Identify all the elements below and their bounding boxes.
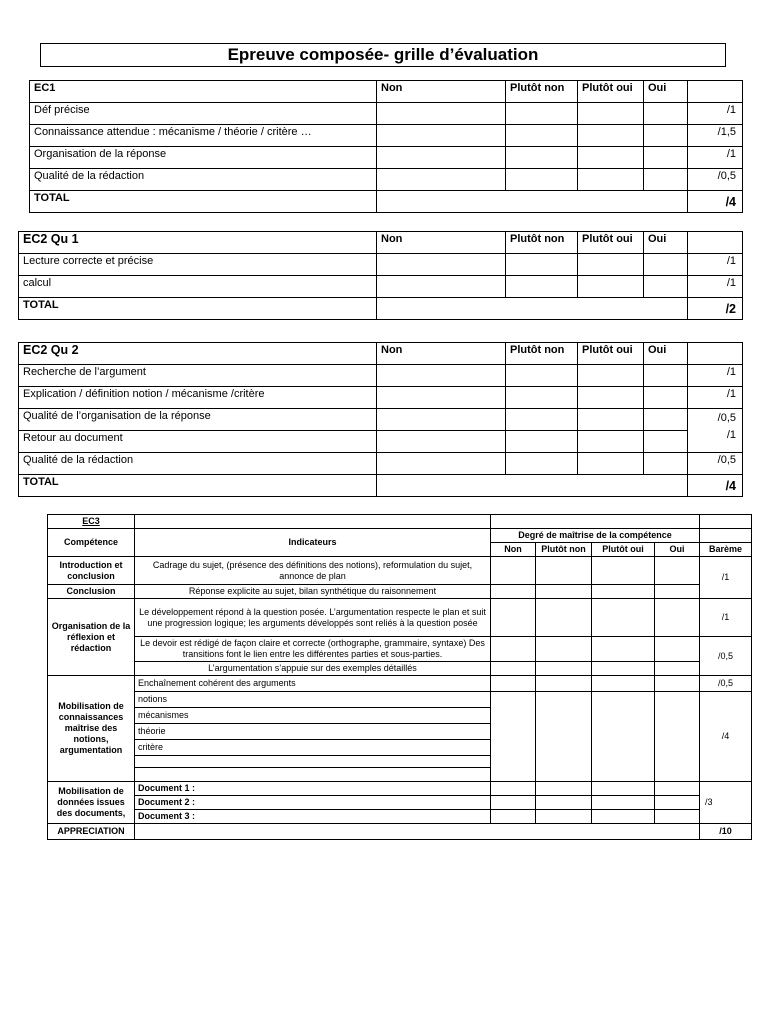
indicator-critere: critère (135, 740, 491, 756)
blank-cell (135, 515, 491, 529)
criterion-label: Recherche de l’argument (19, 365, 377, 387)
total-label: TOTAL (30, 191, 377, 213)
check-oui[interactable] (655, 796, 700, 810)
indicator-organisation-2: Le devoir est rédigé de façon claire et correcte (orthographe, grammaire, syntaxe) Des transitions font le lien entre les différentes parties et sous-parties. (135, 637, 491, 662)
appreciation-field[interactable] (135, 824, 700, 840)
check-plutot-non[interactable] (506, 147, 578, 169)
blank-cell (491, 515, 700, 529)
check-plutot-non[interactable] (536, 585, 592, 599)
check-plutot-oui[interactable] (578, 103, 644, 125)
check-plutot-non[interactable] (536, 676, 592, 692)
check-oui[interactable] (644, 365, 688, 387)
check-plutot-oui[interactable] (578, 125, 644, 147)
indicator-organisation-3: L’argumentation s’appuie sur des exemples détaillés (135, 662, 491, 676)
check-plutot-oui[interactable] (578, 365, 644, 387)
check-oui[interactable] (655, 637, 700, 662)
ec3-grid (47, 514, 752, 840)
indicator-blank[interactable] (135, 756, 491, 768)
check-non[interactable] (377, 125, 506, 147)
check-non[interactable] (491, 692, 536, 782)
total-field[interactable] (377, 191, 688, 213)
competence-introduction: Introduction et conclusion (48, 557, 135, 585)
ec2q1-heading: EC2 Qu 1 (19, 232, 377, 254)
criterion-label: Qualité de la rédaction (19, 453, 377, 475)
check-plutot-oui[interactable] (578, 387, 644, 409)
col-indicateurs: Indicateurs (135, 529, 491, 557)
check-oui[interactable] (644, 387, 688, 409)
check-plutot-oui[interactable] (592, 662, 655, 676)
bareme-intro: /1 (700, 557, 752, 599)
indicator-enchainement: Enchaînement cohérent des arguments (135, 676, 491, 692)
check-plutot-non[interactable] (536, 557, 592, 585)
check-plutot-oui[interactable] (578, 254, 644, 276)
check-plutot-non[interactable] (536, 810, 592, 824)
criterion-label: calcul (19, 276, 377, 298)
level-non: Non (377, 232, 506, 254)
check-plutot-non[interactable] (506, 453, 578, 475)
check-non[interactable] (377, 365, 506, 387)
indicator-conclusion: Réponse explicite au sujet, bilan synthétique du raisonnement (135, 585, 491, 599)
criterion-points: /1 (688, 103, 743, 125)
level-non: Non (377, 343, 506, 365)
check-oui[interactable] (655, 585, 700, 599)
check-non[interactable] (377, 453, 506, 475)
criterion-label: Explication / définition notion / mécanisme /critère (19, 387, 377, 409)
check-non[interactable] (377, 387, 506, 409)
level-plutot-non: Plutôt non (506, 343, 578, 365)
check-plutot-oui[interactable] (592, 557, 655, 585)
level-plutot-oui: Plutôt oui (578, 343, 644, 365)
level-oui: Oui (655, 543, 700, 557)
criterion-label: Organisation de la réponse (30, 147, 377, 169)
criterion-label: Déf précise (30, 103, 377, 125)
check-oui[interactable] (655, 692, 700, 782)
ec2q1-grid (18, 231, 743, 320)
check-plutot-oui[interactable] (592, 676, 655, 692)
total-points: /2 (688, 298, 743, 320)
indicator-mecanismes: mécanismes (135, 708, 491, 724)
bareme-connaissances: /4 (700, 692, 752, 782)
criterion-points: /1 (688, 254, 743, 276)
bareme-organisation-1: /1 (700, 599, 752, 637)
criterion-label: Qualité de la rédaction (30, 169, 377, 191)
check-plutot-oui[interactable] (592, 692, 655, 782)
check-oui[interactable] (655, 557, 700, 585)
blank-cell (700, 515, 752, 529)
check-plutot-non[interactable] (536, 662, 592, 676)
check-non[interactable] (377, 276, 506, 298)
check-plutot-oui[interactable] (592, 782, 655, 796)
level-plutot-oui: Plutôt oui (592, 543, 655, 557)
check-non[interactable] (377, 431, 506, 453)
check-plutot-oui[interactable] (592, 637, 655, 662)
level-non: Non (491, 543, 536, 557)
criterion-points: /1 (688, 365, 743, 387)
criterion-points: /0,5 (688, 453, 743, 475)
total-points: /4 (688, 191, 743, 213)
check-non[interactable] (491, 662, 536, 676)
check-oui[interactable] (655, 662, 700, 676)
check-plutot-oui[interactable] (578, 147, 644, 169)
criterion-points: /1 (688, 387, 743, 409)
check-plutot-non[interactable] (506, 387, 578, 409)
check-oui[interactable] (644, 431, 688, 453)
points-header (688, 232, 743, 254)
level-oui: Oui (644, 343, 688, 365)
criterion-points: /1 (688, 276, 743, 298)
col-competence: Compétence (48, 529, 135, 557)
check-plutot-oui[interactable] (578, 431, 644, 453)
check-plutot-oui[interactable] (578, 276, 644, 298)
check-non[interactable] (491, 810, 536, 824)
check-plutot-non[interactable] (536, 782, 592, 796)
competence-organisation: Organisation de la réflexion et rédaction (48, 599, 135, 676)
check-non[interactable] (491, 676, 536, 692)
check-oui[interactable] (644, 147, 688, 169)
bareme-documents: /3 (700, 782, 752, 824)
competence-mobilisation: Mobilisation de connaissances maîtrise des notions, argumentation (48, 676, 135, 782)
check-plutot-oui[interactable] (592, 796, 655, 810)
check-oui[interactable] (644, 103, 688, 125)
check-plutot-non[interactable] (536, 692, 592, 782)
check-plutot-non[interactable] (536, 599, 592, 637)
total-label: TOTAL (19, 475, 377, 497)
check-plutot-non[interactable] (506, 125, 578, 147)
level-plutot-non: Plutôt non (536, 543, 592, 557)
col-bareme: Barème (700, 543, 752, 557)
check-non[interactable] (491, 599, 536, 637)
check-plutot-non[interactable] (506, 365, 578, 387)
check-plutot-non[interactable] (536, 796, 592, 810)
criterion-points: /1 (726, 429, 736, 441)
document-2: Document 2 : (135, 796, 491, 810)
check-oui[interactable] (655, 599, 700, 637)
points-header (688, 81, 743, 103)
criterion-points: /1,5 (688, 125, 743, 147)
criterion-label: Connaissance attendue : mécanisme / théorie / critère … (30, 125, 377, 147)
check-non[interactable] (491, 585, 536, 599)
check-plutot-oui[interactable] (592, 810, 655, 824)
check-non[interactable] (491, 796, 536, 810)
total-field[interactable] (377, 298, 688, 320)
criterion-label: Retour au document (19, 431, 377, 453)
check-plutot-non[interactable] (506, 409, 578, 431)
appreciation-points: /10 (700, 824, 752, 840)
check-non[interactable] (377, 409, 506, 431)
criterion-label: Qualité de l’organisation de la réponse (19, 409, 377, 431)
indicator-notions: notions (135, 692, 491, 708)
indicator-blank[interactable] (135, 768, 491, 782)
check-plutot-oui[interactable] (592, 599, 655, 637)
indicator-theorie: théorie (135, 724, 491, 740)
total-label: TOTAL (19, 298, 377, 320)
document-1: Document 1 : (135, 782, 491, 796)
bareme-organisation-2: /0,5 (700, 637, 752, 676)
criterion-points: /1 (688, 147, 743, 169)
check-oui[interactable] (644, 453, 688, 475)
check-plutot-non[interactable] (506, 169, 578, 191)
total-field[interactable] (377, 475, 688, 497)
level-oui: Oui (644, 232, 688, 254)
criterion-points: /0,5 (717, 412, 736, 424)
check-plutot-oui[interactable] (578, 409, 644, 431)
criterion-points: /0,5 (688, 169, 743, 191)
check-oui[interactable] (644, 276, 688, 298)
criterion-points-stack (688, 409, 743, 453)
blank-cell (700, 529, 752, 543)
check-non[interactable] (491, 782, 536, 796)
indicator-organisation-1: Le développement répond à la question posée. L’argumentation respecte le plan et suit une progression logique; les arguments développés sont reliés à la question posée (135, 599, 491, 637)
level-non: Non (377, 81, 506, 103)
check-oui[interactable] (655, 676, 700, 692)
check-plutot-non[interactable] (536, 637, 592, 662)
ec2q2-grid (18, 342, 743, 497)
appreciation-label: APPRECIATION (48, 824, 135, 840)
level-plutot-oui: Plutôt oui (578, 232, 644, 254)
document-3: Document 3 : (135, 810, 491, 824)
level-plutot-non: Plutôt non (506, 232, 578, 254)
level-plutot-oui: Plutôt oui (578, 81, 644, 103)
page-title: Epreuve composée- grille d’évaluation (40, 43, 726, 67)
check-oui[interactable] (644, 169, 688, 191)
check-non[interactable] (377, 169, 506, 191)
points-header (688, 343, 743, 365)
level-plutot-non: Plutôt non (506, 81, 578, 103)
check-oui[interactable] (644, 254, 688, 276)
check-oui[interactable] (644, 409, 688, 431)
level-oui: Oui (644, 81, 688, 103)
check-plutot-non[interactable] (506, 431, 578, 453)
col-degre: Degré de maîtrise de la compétence (491, 529, 700, 543)
check-non[interactable] (377, 103, 506, 125)
check-plutot-non[interactable] (506, 103, 578, 125)
competence-documents: Mobilisation de données issues des documents, (48, 782, 135, 824)
check-plutot-oui[interactable] (592, 585, 655, 599)
bareme-enchainement: /0,5 (700, 676, 752, 692)
ec3-heading: EC3 (48, 515, 135, 529)
check-oui[interactable] (644, 125, 688, 147)
check-plutot-oui[interactable] (578, 169, 644, 191)
check-non[interactable] (377, 147, 506, 169)
check-oui[interactable] (655, 782, 700, 796)
criterion-label: Lecture correcte et précise (19, 254, 377, 276)
check-plutot-oui[interactable] (578, 453, 644, 475)
check-plutot-non[interactable] (506, 254, 578, 276)
check-oui[interactable] (655, 810, 700, 824)
total-points: /4 (688, 475, 743, 497)
check-plutot-non[interactable] (506, 276, 578, 298)
ec1-grid (29, 80, 743, 213)
ec2q2-heading: EC2 Qu 2 (19, 343, 377, 365)
ec1-heading: EC1 (30, 81, 377, 103)
competence-conclusion: Conclusion (48, 585, 135, 599)
indicator-introduction: Cadrage du sujet, (présence des définitions des notions), reformulation du sujet, annonce de plan (135, 557, 491, 585)
check-non[interactable] (491, 557, 536, 585)
check-non[interactable] (491, 637, 536, 662)
check-non[interactable] (377, 254, 506, 276)
